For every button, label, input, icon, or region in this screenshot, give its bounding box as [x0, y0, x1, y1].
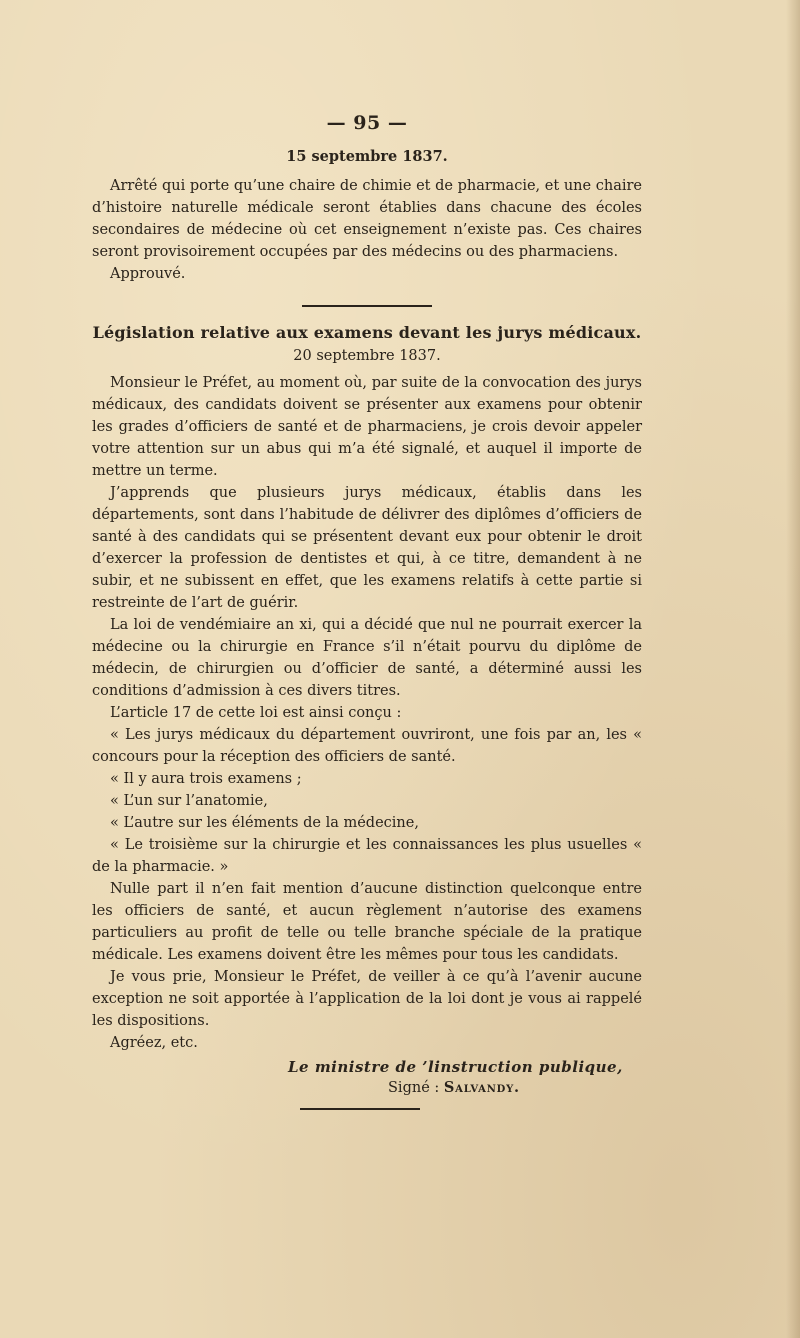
signature-block — [92, 1056, 642, 1098]
section-date: 20 septembre 1837. — [293, 348, 441, 364]
minister-title: Le ministre de ’linstruction publique, — [288, 1058, 623, 1076]
paragraph: Agréez, etc. — [110, 1035, 198, 1051]
decree-approved: Approuvé. — [110, 266, 186, 282]
quote-line: « L’autre sur les éléments de la médecine, — [110, 815, 419, 831]
page-edge-shadow — [786, 0, 800, 1338]
page-number: — 95 — — [326, 112, 408, 134]
paragraph: Je vous prie, Monsieur le Préfet, de veiller à ce qu’à l’avenir aucune exception ne soit apportée à l’application de la loi dont je vous ai rappelé les dispositions. — [92, 969, 642, 1029]
quote-line: « Il y aura trois examens ; — [110, 771, 302, 787]
quote-line: « L’un sur l’anatomie, — [110, 793, 268, 809]
quote-line: « Le troisième sur la chirurgie et les connaissances les plus usuelles « de la pharmacie. » — [92, 837, 642, 875]
paragraph: Nulle part il n’en fait mention d’aucune distinction quelconque entre les officiers de santé, et aucun règlement n’autorise des examens particuliers au profit de telle ou telle branche spéciale de la pratique médicale. Les examens doivent être les mêmes pour tous les candidats. — [92, 881, 642, 963]
paragraph: La loi de vendémiaire an xi, qui a décidé que nul ne pourrait exercer la médecine ou la chirurgie en France s’il n’était pourvu du diplôme de médecin, de chirurgien ou d’officier de santé, a déterminé aussi les conditions d’admission à ces divers titres. — [92, 617, 642, 699]
decree-date: 15 septembre 1837. — [286, 148, 448, 165]
decree-text: Arrêté qui porte qu’une chaire de chimie et de pharmacie, et une chaire d’histoire naturelle médicale seront établies dans chacune des écoles secondaires de médecine où cet enseignement n’existe pas. Ces chaires seront provisoirement occupées par des médecins ou des pharmaciens. — [92, 178, 642, 260]
closing-divider — [300, 1108, 420, 1110]
paragraph: Monsieur le Préfet, au moment où, par suite de la convocation des jurys médicaux, des candidats doivent se présenter aux examens pour obtenir les grades d’officiers de santé et de pharmaciens, je crois devoir appeler votre attention sur un abus qui m’a été signalé, et auquel il importe de mettre un terme. — [92, 375, 642, 479]
signed-name: Salvandy. — [443, 1079, 520, 1096]
section-title: Législation relative aux examens devant les jurys médicaux. — [92, 323, 642, 342]
signed-label: Signé : — [388, 1080, 440, 1096]
paragraph: L’article 17 de cette loi est ainsi conçu : — [110, 705, 402, 721]
signed-line — [288, 1078, 642, 1098]
quote-line: « Les jurys médicaux du département ouvriront, une fois par an, les « concours pour la réception des officiers de santé. — [92, 727, 642, 765]
section-divider — [302, 305, 432, 307]
document-body — [92, 112, 642, 1124]
paragraph: J’apprends que plusieurs jurys médicaux, établis dans les départements, sont dans l’habitude de délivrer des diplômes d’officiers de santé à des candidats qui se présentent devant eux pour obtenir le droit d’exercer la profession de dentistes et qui, à ce titre, demandent à ne subir, et ne subissent en effet, que les examens relatifs à cette partie si restreinte de l’art de guérir. — [92, 485, 642, 611]
